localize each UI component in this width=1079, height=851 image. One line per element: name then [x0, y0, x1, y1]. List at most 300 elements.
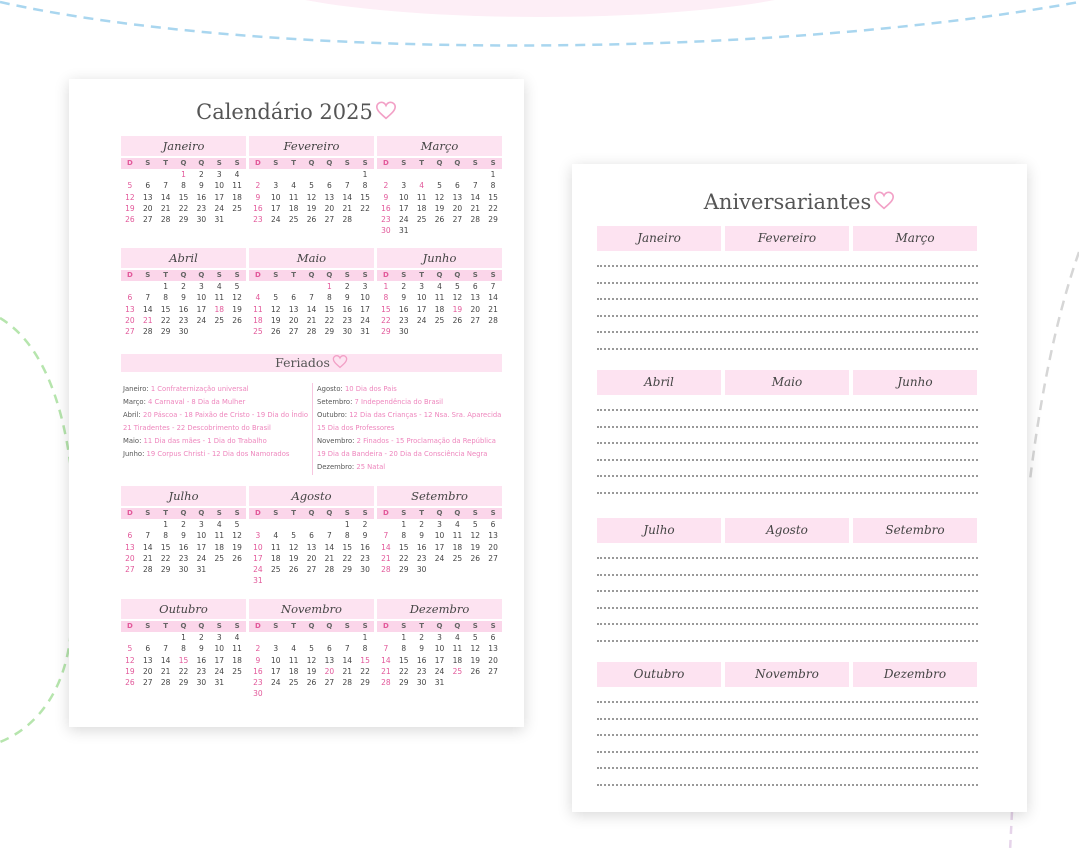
dotted-line — [597, 574, 978, 576]
weekday-label: T — [291, 509, 297, 517]
birthday-month — [597, 370, 721, 395]
day-cell: 20 — [488, 655, 498, 665]
day-cell: 16 — [416, 655, 427, 665]
weekday-label: Q — [180, 159, 187, 167]
day-cell: 4 — [234, 633, 240, 642]
weekday-label: Q — [436, 271, 443, 279]
weekday-label: Q — [454, 271, 461, 279]
month-name: Setembro — [377, 486, 502, 506]
holidays-list-right — [317, 383, 501, 474]
day-cell: 16 — [178, 304, 189, 314]
holiday-month: Março: — [123, 398, 146, 406]
empty-day — [267, 519, 285, 530]
day-cell: 10 — [196, 531, 207, 541]
day-cell: 12 — [306, 655, 317, 665]
day-cell: 22 — [399, 553, 409, 563]
day-cell: 6 — [145, 181, 151, 191]
weekday-label: D — [383, 159, 389, 167]
weekday-label: S — [145, 509, 151, 517]
day-cell: 17 — [360, 304, 370, 314]
day-cell: 29 — [178, 678, 189, 688]
day-cell: 22 — [488, 203, 498, 213]
day-cell: 21 — [470, 203, 480, 213]
day-cell: 4 — [216, 520, 222, 529]
holiday-line — [123, 422, 308, 435]
birthday-month — [725, 370, 849, 395]
day-cell: 11 — [452, 644, 463, 654]
day-cell: 3 — [401, 181, 407, 191]
day-cell: 18 — [452, 542, 463, 552]
weekday-header — [377, 270, 502, 281]
day-cell: 12 — [452, 293, 463, 303]
day-cell: 5 — [291, 531, 297, 541]
weekday-label: Q — [180, 271, 187, 279]
day-cell: 14 — [160, 655, 171, 665]
weekday-label: T — [291, 271, 297, 279]
day-cell: 21 — [342, 203, 352, 213]
holiday-description: 4 Carnaval - 8 Dia da Mulher — [145, 398, 246, 406]
birthday-month — [597, 226, 721, 251]
day-cell: 11 — [253, 304, 263, 314]
days-grid — [249, 281, 374, 337]
empty-day — [267, 632, 285, 643]
birthday-month — [725, 518, 849, 543]
holiday-line — [317, 422, 501, 435]
month-name: Agosto — [725, 518, 849, 543]
weekday-header — [121, 621, 246, 632]
day-cell: 27 — [470, 315, 480, 325]
days-grid — [121, 632, 246, 688]
birthday-month — [853, 518, 977, 543]
calendar-month — [377, 136, 502, 237]
day-cell: 8 — [181, 644, 186, 654]
empty-day — [320, 632, 338, 643]
day-cell: 24 — [196, 553, 207, 563]
day-cell: 6 — [490, 633, 496, 642]
day-cell: 25 — [232, 666, 242, 676]
day-cell: 30 — [360, 565, 370, 575]
weekday-label: S — [472, 271, 478, 279]
day-cell: 28 — [488, 315, 498, 325]
weekday-label: S — [216, 271, 222, 279]
day-cell: 7 — [383, 644, 389, 654]
weekday-label: S — [362, 622, 368, 630]
holiday-line — [123, 396, 308, 409]
day-cell: 27 — [324, 215, 335, 225]
day-cell: 1 — [326, 282, 332, 291]
day-cell: 10 — [434, 644, 445, 654]
month-name: Agosto — [249, 486, 374, 506]
day-cell: 9 — [198, 181, 204, 191]
day-cell: 13 — [488, 644, 498, 654]
weekday-header — [377, 158, 502, 169]
empty-day — [121, 519, 139, 530]
day-cell: 16 — [178, 542, 189, 552]
holiday-month: Outubro: — [317, 411, 348, 419]
day-cell: 25 — [214, 553, 224, 563]
day-cell: 27 — [452, 215, 463, 225]
holiday-description: 19 Dia da Bandeira - 20 Dia da Consciência Negra — [317, 450, 488, 458]
days-grid — [249, 632, 374, 700]
day-cell: 23 — [178, 315, 189, 325]
day-cell: 1 — [163, 282, 169, 291]
day-cell: 8 — [326, 293, 332, 303]
day-cell: 16 — [399, 304, 409, 314]
day-cell: 18 — [253, 315, 263, 325]
birthday-month — [597, 662, 721, 687]
day-cell: 4 — [291, 181, 297, 191]
day-cell: 4 — [454, 633, 460, 642]
day-cell: 15 — [399, 542, 409, 552]
day-cell: 10 — [196, 293, 207, 303]
day-cell: 8 — [362, 644, 368, 654]
dotted-line — [597, 492, 978, 494]
empty-day — [320, 169, 338, 180]
day-cell: 15 — [360, 192, 370, 202]
day-cell: 9 — [362, 531, 368, 541]
day-cell: 21 — [160, 666, 171, 676]
day-cell: 3 — [198, 520, 204, 529]
day-cell: 14 — [143, 304, 153, 314]
day-cell: 7 — [344, 181, 350, 191]
month-name: Setembro — [853, 518, 977, 543]
dotted-line — [597, 282, 978, 284]
day-cell: 12 — [288, 542, 299, 552]
empty-day — [303, 169, 321, 180]
day-cell: 2 — [419, 633, 425, 642]
day-cell: 23 — [416, 666, 427, 676]
day-cell: 22 — [360, 203, 370, 213]
weekday-label: D — [127, 509, 133, 517]
weekday-header — [121, 270, 246, 281]
day-cell: 15 — [342, 542, 352, 552]
day-cell: 18 — [214, 304, 224, 314]
empty-day — [139, 632, 157, 643]
weekday-label: Q — [454, 622, 461, 630]
month-name: Novembro — [725, 662, 849, 687]
weekday-label: S — [490, 509, 496, 517]
day-cell: 6 — [145, 644, 151, 654]
calendar-title: Calendário 2025 — [69, 100, 524, 124]
weekday-label: Q — [326, 271, 333, 279]
heart-icon — [873, 190, 895, 212]
day-cell: 17 — [434, 655, 445, 665]
weekday-label: S — [472, 159, 478, 167]
days-grid — [377, 632, 502, 688]
weekday-header — [249, 621, 374, 632]
empty-day — [377, 519, 395, 530]
weekday-label: S — [344, 622, 350, 630]
calendar-month — [249, 599, 374, 700]
weekday-label: T — [419, 271, 425, 279]
day-cell: 20 — [324, 666, 335, 676]
day-cell: 2 — [401, 282, 407, 291]
day-cell: 30 — [178, 565, 189, 575]
day-cell: 20 — [288, 315, 299, 325]
day-cell: 24 — [434, 666, 445, 676]
day-cell: 2 — [255, 644, 261, 654]
calendar-month — [249, 486, 374, 587]
holiday-line — [317, 409, 501, 422]
day-cell: 26 — [434, 215, 445, 225]
weekday-label: S — [216, 159, 222, 167]
holiday-month: Dezembro: — [317, 463, 355, 471]
day-cell: 7 — [163, 644, 169, 654]
empty-day — [285, 169, 303, 180]
day-cell: 12 — [232, 293, 242, 303]
day-cell: 2 — [198, 170, 204, 179]
day-cell: 5 — [454, 282, 460, 291]
day-cell: 29 — [178, 215, 189, 225]
day-cell: 9 — [255, 192, 261, 202]
day-cell: 3 — [216, 633, 222, 642]
day-cell: 13 — [143, 655, 153, 665]
dotted-line — [597, 784, 978, 786]
day-cell: 17 — [214, 192, 224, 202]
day-cell: 18 — [232, 655, 242, 665]
month-name: Março — [377, 136, 502, 156]
day-cell: 4 — [234, 170, 240, 179]
month-name: Julho — [121, 486, 246, 506]
day-cell: 14 — [143, 542, 153, 552]
day-cell: 25 — [452, 553, 463, 563]
holiday-line — [317, 435, 501, 448]
weekday-label: S — [216, 622, 222, 630]
day-cell: 13 — [288, 304, 299, 314]
weekday-label: D — [127, 622, 133, 630]
day-cell: 26 — [452, 315, 463, 325]
dotted-line — [597, 315, 978, 317]
weekday-label: S — [472, 622, 478, 630]
day-cell: 11 — [232, 181, 242, 191]
day-cell: 21 — [306, 315, 317, 325]
weekday-label: S — [344, 509, 350, 517]
days-grid — [249, 169, 374, 225]
day-cell: 25 — [452, 666, 463, 676]
weekday-label: S — [216, 509, 222, 517]
weekday-label: Q — [308, 509, 315, 517]
day-cell: 29 — [399, 565, 409, 575]
empty-day — [157, 632, 175, 643]
day-cell: 7 — [326, 531, 332, 541]
day-cell: 7 — [163, 181, 169, 191]
day-cell: 11 — [214, 293, 224, 303]
day-cell: 6 — [326, 181, 332, 191]
day-cell: 24 — [214, 203, 224, 213]
day-cell: 28 — [381, 678, 391, 688]
days-grid — [121, 169, 246, 225]
day-cell: 23 — [253, 215, 263, 225]
weekday-label: D — [383, 622, 389, 630]
day-cell: 19 — [288, 553, 299, 563]
weekday-label: S — [273, 622, 279, 630]
calendar-month — [121, 486, 246, 575]
day-cell: 5 — [309, 181, 314, 191]
day-cell: 15 — [324, 304, 335, 314]
day-cell: 27 — [488, 553, 498, 563]
day-cell: 17 — [253, 553, 263, 563]
holiday-line — [317, 396, 501, 409]
day-cell: 24 — [271, 215, 281, 225]
empty-day — [303, 632, 321, 643]
day-cell: 14 — [160, 192, 171, 202]
day-cell: 28 — [470, 215, 480, 225]
day-cell: 18 — [434, 304, 445, 314]
day-cell: 20 — [143, 203, 153, 213]
weekday-header — [121, 508, 246, 519]
day-cell: 15 — [488, 192, 498, 202]
empty-day — [139, 169, 157, 180]
day-cell: 8 — [344, 531, 350, 541]
weekday-header — [377, 508, 502, 519]
empty-day — [448, 169, 466, 180]
empty-day — [121, 169, 139, 180]
month-name: Março — [853, 226, 977, 251]
day-cell: 29 — [342, 565, 352, 575]
day-cell: 27 — [288, 327, 299, 337]
day-cell: 18 — [416, 203, 427, 213]
empty-day — [413, 169, 431, 180]
weekday-label: D — [127, 271, 133, 279]
heart-icon — [332, 354, 348, 370]
empty-day — [139, 519, 157, 530]
day-cell: 29 — [399, 678, 409, 688]
day-cell: 10 — [360, 293, 370, 303]
day-cell: 2 — [419, 520, 425, 529]
holiday-month: Novembro: — [317, 437, 355, 445]
weekday-label: S — [273, 509, 279, 517]
day-cell: 9 — [401, 293, 407, 303]
day-cell: 11 — [232, 644, 242, 654]
day-cell: 14 — [488, 293, 498, 303]
day-cell: 16 — [196, 192, 207, 202]
day-cell: 26 — [470, 666, 480, 676]
day-cell: 31 — [360, 327, 370, 337]
weekday-label: Q — [454, 509, 461, 517]
day-cell: 6 — [309, 531, 314, 541]
holiday-month: Abril: — [123, 411, 141, 419]
day-cell: 21 — [160, 203, 171, 213]
birthday-month — [853, 662, 977, 687]
day-cell: 5 — [127, 644, 133, 654]
day-cell: 8 — [163, 531, 169, 541]
day-cell: 2 — [198, 633, 204, 642]
dotted-line — [597, 640, 978, 642]
day-cell: 7 — [145, 531, 151, 541]
weekday-label: S — [401, 159, 407, 167]
day-cell: 6 — [472, 282, 478, 291]
day-cell: 13 — [306, 542, 317, 552]
empty-day — [249, 519, 267, 530]
day-cell: 17 — [271, 203, 281, 213]
holiday-description: 7 Independência do Brasil — [352, 398, 443, 406]
days-grid — [121, 519, 246, 575]
month-name: Maio — [249, 248, 374, 268]
day-cell: 10 — [399, 192, 409, 202]
birthday-month — [725, 662, 849, 687]
day-cell: 31 — [214, 678, 224, 688]
weekday-label: T — [419, 509, 425, 517]
weekday-label: Q — [454, 159, 461, 167]
day-cell: 2 — [181, 520, 186, 529]
day-cell: 16 — [416, 542, 427, 552]
month-name: Dezembro — [377, 599, 502, 619]
birthday-month — [597, 518, 721, 543]
weekday-label: D — [255, 509, 261, 517]
day-cell: 27 — [125, 565, 135, 575]
day-cell: 19 — [271, 315, 281, 325]
day-cell: 19 — [470, 542, 480, 552]
weekday-label: S — [401, 622, 407, 630]
day-cell: 26 — [288, 565, 299, 575]
day-cell: 4 — [216, 282, 222, 291]
day-cell: 18 — [288, 666, 299, 676]
dotted-line — [597, 348, 978, 350]
day-cell: 21 — [381, 553, 391, 563]
day-cell: 18 — [271, 553, 281, 563]
dotted-line — [597, 331, 978, 333]
day-cell: 31 — [253, 576, 263, 586]
day-cell: 30 — [342, 327, 352, 337]
day-cell: 22 — [360, 666, 370, 676]
weekday-label: Q — [198, 622, 205, 630]
birthdays-sheet — [572, 164, 1027, 812]
day-cell: 28 — [160, 678, 171, 688]
day-cell: 16 — [196, 655, 207, 665]
day-cell: 4 — [291, 644, 297, 654]
weekday-label: S — [362, 159, 368, 167]
day-cell: 23 — [342, 315, 352, 325]
holiday-description: 12 Dia das Crianças - 12 Nsa. Sra. Aparecida — [347, 411, 502, 419]
empty-day — [121, 632, 139, 643]
day-cell: 26 — [470, 553, 480, 563]
day-cell: 18 — [288, 203, 299, 213]
dotted-line — [597, 718, 978, 720]
day-cell: 28 — [324, 565, 335, 575]
day-cell: 8 — [383, 293, 389, 303]
weekday-label: Q — [436, 622, 443, 630]
day-cell: 25 — [232, 203, 242, 213]
day-cell: 13 — [125, 542, 135, 552]
dotted-line — [597, 459, 978, 461]
holiday-description: 10 Dia dos Pais — [342, 385, 397, 393]
day-cell: 4 — [273, 531, 279, 541]
day-cell: 28 — [143, 327, 153, 337]
day-cell: 29 — [324, 327, 335, 337]
day-cell: 16 — [342, 304, 352, 314]
day-cell: 3 — [419, 282, 425, 291]
day-cell: 15 — [178, 192, 189, 202]
day-cell: 19 — [306, 666, 317, 676]
days-grid — [377, 281, 502, 337]
day-cell: 8 — [401, 644, 407, 654]
day-cell: 1 — [163, 520, 169, 529]
holiday-line — [317, 461, 501, 474]
weekday-label: T — [163, 159, 169, 167]
day-cell: 8 — [362, 181, 368, 191]
weekday-label: S — [472, 509, 478, 517]
day-cell: 29 — [488, 215, 498, 225]
calendar-month — [377, 599, 502, 688]
dotted-line — [597, 751, 978, 753]
weekday-label: Q — [326, 159, 333, 167]
day-cell: 19 — [125, 666, 135, 676]
day-cell: 1 — [383, 282, 389, 291]
day-cell: 25 — [253, 327, 263, 337]
calendar-month — [121, 599, 246, 688]
day-cell: 1 — [490, 170, 496, 179]
day-cell: 30 — [253, 689, 263, 699]
